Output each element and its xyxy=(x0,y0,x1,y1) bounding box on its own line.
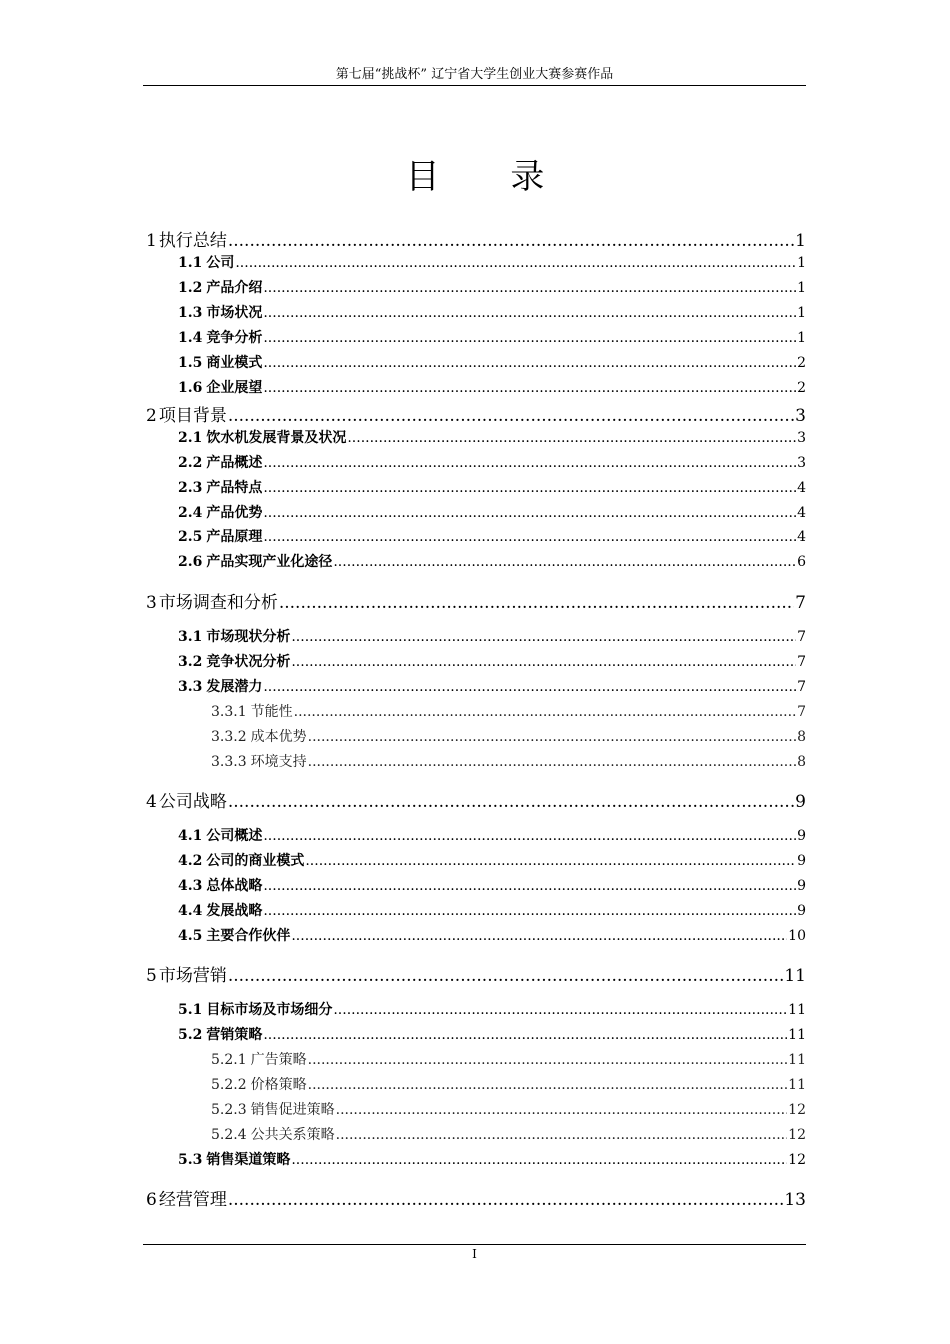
toc-entry-page: 12 xyxy=(788,1102,806,1118)
toc-entry-label: 公共关系策略 xyxy=(250,1127,335,1143)
toc-entry-page: 6 xyxy=(797,554,806,570)
toc-entry-label: 产品优势 xyxy=(206,505,263,521)
toc-entry-number: 4.1 xyxy=(178,828,203,844)
toc-entry-number: 5.2 xyxy=(178,1027,203,1043)
toc-dot-leader xyxy=(263,305,796,321)
toc-dot-leader xyxy=(279,593,794,613)
toc-entry-label: 市场调查和分析 xyxy=(158,593,278,613)
toc-entry-page: 11 xyxy=(788,1027,806,1043)
toc-entry-3-3-2[interactable] xyxy=(211,726,806,746)
toc-entry-page: 8 xyxy=(797,754,806,770)
toc-entry-4-3[interactable] xyxy=(178,875,806,895)
toc-entry-page: 2 xyxy=(797,355,806,371)
toc-entry-1[interactable] xyxy=(146,226,806,251)
toc-entry-number: 5 xyxy=(146,966,157,986)
toc-entry-page: 3 xyxy=(797,430,806,446)
toc-dot-leader xyxy=(263,455,796,471)
toc-entry-number: 3.3.1 xyxy=(211,704,247,720)
toc-dot-leader xyxy=(308,1052,788,1068)
toc-entry-number: 4.5 xyxy=(178,928,203,944)
toc-entry-label: 经营管理 xyxy=(158,1190,227,1210)
toc-entry-number: 3.3 xyxy=(178,679,203,695)
toc-entry-page: 3 xyxy=(797,455,806,471)
toc-dot-leader xyxy=(228,231,794,251)
toc-dot-leader xyxy=(235,255,796,271)
toc-entry-number: 2 xyxy=(146,406,157,426)
toc-entry-4[interactable] xyxy=(146,787,806,812)
toc-entry-label: 公司的商业模式 xyxy=(206,853,305,869)
toc-entry-3-3-1[interactable] xyxy=(211,701,806,721)
toc-entry-number: 3.1 xyxy=(178,629,203,645)
toc-dot-leader xyxy=(263,355,796,371)
toc-entry-number: 2.6 xyxy=(178,554,203,570)
toc-entry-page: 9 xyxy=(797,878,806,894)
toc-entry-5[interactable] xyxy=(146,961,806,986)
toc-entry-5-1[interactable] xyxy=(178,999,806,1019)
toc-dot-leader xyxy=(263,480,796,496)
toc-entry-number: 4.2 xyxy=(178,853,203,869)
toc-entry-3-1[interactable] xyxy=(178,626,806,646)
toc-dot-leader xyxy=(263,330,796,346)
toc-dot-leader xyxy=(308,1077,788,1093)
toc-entry-page: 7 xyxy=(795,593,806,613)
toc-dot-leader xyxy=(336,1102,788,1118)
toc-dot-leader xyxy=(291,928,787,944)
toc-entry-page: 1 xyxy=(797,330,806,346)
toc-entry-page: 4 xyxy=(797,505,806,521)
toc-dot-leader xyxy=(308,729,796,745)
toc-entry-6[interactable] xyxy=(146,1185,806,1210)
toc-entry-5-2-2[interactable] xyxy=(211,1074,806,1094)
toc-dot-leader xyxy=(291,654,796,670)
toc-entry-label: 节能性 xyxy=(250,704,293,720)
toc-entry-1-3[interactable] xyxy=(178,302,806,322)
toc-entry-label: 产品实现产业化途径 xyxy=(206,554,333,570)
toc-entry-number: 3.3.2 xyxy=(211,729,247,745)
toc-entry-page: 1 xyxy=(797,280,806,296)
toc-dot-leader xyxy=(263,505,796,521)
toc-entry-label: 竞争分析 xyxy=(206,330,263,346)
toc-entry-2-2[interactable] xyxy=(178,452,806,472)
toc-entry-page: 11 xyxy=(788,1052,806,1068)
toc-dot-leader xyxy=(263,280,796,296)
toc-entry-label: 总体战略 xyxy=(206,878,263,894)
toc-dot-leader xyxy=(228,406,794,426)
toc-dot-leader xyxy=(263,828,796,844)
toc-entry-page: 2 xyxy=(797,380,806,396)
toc-entry-label: 公司 xyxy=(206,255,235,271)
toc-entry-label: 项目背景 xyxy=(158,406,227,426)
toc-entry-label: 公司战略 xyxy=(158,792,227,812)
toc-entry-page: 7 xyxy=(797,679,806,695)
toc-entry-number: 2.1 xyxy=(178,430,203,446)
toc-entry-number: 5.1 xyxy=(178,1002,203,1018)
toc-entry-label: 公司概述 xyxy=(206,828,263,844)
toc-entry-label: 发展战略 xyxy=(206,903,263,919)
toc-dot-leader xyxy=(347,430,796,446)
toc-entry-number: 2.2 xyxy=(178,455,203,471)
toc-entry-page: 7 xyxy=(797,629,806,645)
toc-entry-1-1[interactable] xyxy=(178,252,806,272)
toc-dot-leader xyxy=(333,554,796,570)
toc-entry-3[interactable] xyxy=(146,588,806,613)
toc-entry-5-2-1[interactable] xyxy=(211,1049,806,1069)
toc-entry-2-5[interactable] xyxy=(178,526,806,546)
toc-entry-label: 饮水机发展背景及状况 xyxy=(206,430,347,446)
toc-entry-number: 3.3.3 xyxy=(211,754,247,770)
toc-entry-page: 7 xyxy=(797,654,806,670)
toc-entry-page: 7 xyxy=(797,704,806,720)
toc-entry-1-4[interactable] xyxy=(178,327,806,347)
toc-entry-number: 1 xyxy=(146,231,157,251)
toc-entry-label: 产品概述 xyxy=(206,455,263,471)
toc-dot-leader xyxy=(263,380,796,396)
toc-entry-page: 8 xyxy=(797,729,806,745)
toc-dot-leader xyxy=(308,754,796,770)
toc-entry-page: 9 xyxy=(797,828,806,844)
toc-entry-number: 5.2.3 xyxy=(211,1102,247,1118)
toc-entry-number: 2.5 xyxy=(178,529,203,545)
toc-entry-number: 5.3 xyxy=(178,1152,203,1168)
toc-entry-3-3-3[interactable] xyxy=(211,751,806,771)
toc-entry-2-4[interactable] xyxy=(178,502,806,522)
toc-dot-leader xyxy=(263,878,796,894)
toc-entry-label: 竞争状况分析 xyxy=(206,654,291,670)
toc-dot-leader xyxy=(294,704,796,720)
toc-dot-leader xyxy=(305,853,796,869)
toc-entry-2-1[interactable] xyxy=(178,427,806,447)
toc-entry-4-2[interactable] xyxy=(178,850,806,870)
toc-entry-5-3[interactable] xyxy=(178,1149,806,1169)
toc-entry-page: 11 xyxy=(784,966,806,986)
toc-entry-label: 目标市场及市场细分 xyxy=(206,1002,333,1018)
toc-entry-number: 4.3 xyxy=(178,878,203,894)
toc-entry-number: 2.3 xyxy=(178,480,203,496)
toc-entry-label: 价格策略 xyxy=(250,1077,307,1093)
toc-entry-number: 6 xyxy=(146,1190,157,1210)
toc-entry-label: 市场状况 xyxy=(206,305,263,321)
toc-entry-4-4[interactable] xyxy=(178,900,806,920)
toc-entry-label: 成本优势 xyxy=(250,729,307,745)
toc-entry-4-5[interactable] xyxy=(178,925,806,945)
toc-entry-1-2[interactable] xyxy=(178,277,806,297)
toc-entry-page: 3 xyxy=(795,406,806,426)
toc-entry-page: 4 xyxy=(797,529,806,545)
toc-dot-leader xyxy=(291,1152,787,1168)
toc-entry-page: 12 xyxy=(788,1152,806,1168)
toc-entry-page: 4 xyxy=(797,480,806,496)
toc-entry-label: 市场营销 xyxy=(158,966,227,986)
toc-entry-page: 1 xyxy=(797,255,806,271)
toc-entry-1-5[interactable] xyxy=(178,352,806,372)
toc-entry-label: 销售促进策略 xyxy=(250,1102,335,1118)
toc-entry-page: 10 xyxy=(788,928,806,944)
toc-entry-label: 主要合作伙伴 xyxy=(206,928,291,944)
toc-entry-page: 9 xyxy=(797,853,806,869)
toc-dot-leader xyxy=(263,1027,787,1043)
toc-entry-number: 3.2 xyxy=(178,654,203,670)
toc-entry-page: 12 xyxy=(788,1127,806,1143)
toc-entry-label: 营销策略 xyxy=(206,1027,263,1043)
toc-entry-number: 1.2 xyxy=(178,280,203,296)
toc-entry-number: 5.2.4 xyxy=(211,1127,247,1143)
toc-entry-label: 发展潜力 xyxy=(206,679,263,695)
toc-entry-label: 产品特点 xyxy=(206,480,263,496)
toc-entry-number: 4 xyxy=(146,792,157,812)
toc-dot-leader xyxy=(333,1002,787,1018)
toc-entry-number: 1.1 xyxy=(178,255,203,271)
toc-entry-5-2-4[interactable] xyxy=(211,1124,806,1144)
toc-entry-label: 产品原理 xyxy=(206,529,263,545)
toc-entry-page: 9 xyxy=(797,903,806,919)
toc-entry-2-3[interactable] xyxy=(178,477,806,497)
toc-entry-number: 1.6 xyxy=(178,380,203,396)
toc-entry-3-2[interactable] xyxy=(178,651,806,671)
toc-entry-2[interactable] xyxy=(146,401,806,426)
toc-entry-number: 5.2.1 xyxy=(211,1052,247,1068)
toc-entry-number: 1.5 xyxy=(178,355,203,371)
toc-entry-page: 1 xyxy=(795,231,806,251)
toc-dot-leader xyxy=(228,966,784,986)
toc-entry-5-2-3[interactable] xyxy=(211,1099,806,1119)
toc-entry-number: 3 xyxy=(146,593,157,613)
footer-rule xyxy=(143,1244,806,1245)
footer-page-number: I xyxy=(472,1247,477,1261)
toc-title: 目 录 xyxy=(405,157,575,197)
toc-entry-number: 5.2.2 xyxy=(211,1077,247,1093)
toc-entry-number: 1.4 xyxy=(178,330,203,346)
toc-entry-label: 商业模式 xyxy=(206,355,263,371)
toc-dot-leader xyxy=(228,1190,784,1210)
toc-entry-2-6[interactable] xyxy=(178,551,806,571)
toc-dot-leader xyxy=(263,679,796,695)
toc-dot-leader xyxy=(336,1127,788,1143)
toc-entry-label: 产品介绍 xyxy=(206,280,263,296)
toc-entry-page: 9 xyxy=(795,792,806,812)
toc-entry-page: 11 xyxy=(788,1002,806,1018)
toc-dot-leader xyxy=(263,529,796,545)
toc-dot-leader xyxy=(263,903,796,919)
toc-dot-leader xyxy=(228,792,794,812)
toc-entry-label: 执行总结 xyxy=(158,231,227,251)
toc-entry-label: 市场现状分析 xyxy=(206,629,291,645)
toc-entry-1-6[interactable] xyxy=(178,377,806,397)
running-header: 第七届“挑战杯” 辽宁省大学生创业大赛参赛作品 xyxy=(335,67,614,82)
toc-entry-page: 13 xyxy=(784,1190,806,1210)
toc-entry-label: 销售渠道策略 xyxy=(206,1152,291,1168)
toc-entry-number: 4.4 xyxy=(178,903,203,919)
toc-entry-3-3[interactable] xyxy=(178,676,806,696)
toc-entry-number: 1.3 xyxy=(178,305,203,321)
toc-dot-leader xyxy=(291,629,796,645)
toc-entry-5-2[interactable] xyxy=(178,1024,806,1044)
toc-entry-label: 企业展望 xyxy=(206,380,263,396)
toc-entry-4-1[interactable] xyxy=(178,825,806,845)
toc-entry-page: 1 xyxy=(797,305,806,321)
toc-entry-page: 11 xyxy=(788,1077,806,1093)
toc-entry-label: 广告策略 xyxy=(250,1052,307,1068)
toc-entry-label: 环境支持 xyxy=(250,754,307,770)
toc-entry-number: 2.4 xyxy=(178,505,203,521)
